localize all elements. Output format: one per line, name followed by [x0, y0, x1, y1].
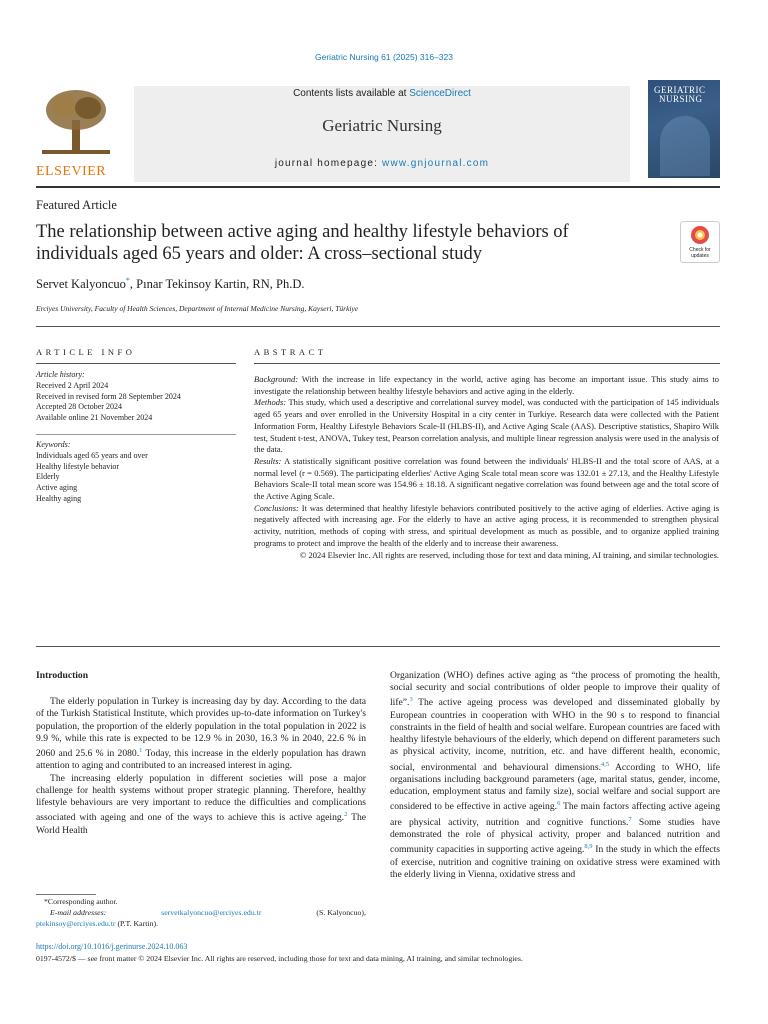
ref-3[interactable]: 3: [409, 696, 413, 704]
authors: [36, 276, 305, 292]
ref-1[interactable]: 1: [139, 747, 143, 755]
intro-p1-text-cont: Today, this increase in the elderly population has drawn attention to aging and contributed to an increased interest in aging.: [36, 748, 366, 772]
cover-title-line1: GERIATRIC: [654, 85, 706, 95]
c2-text-a: Organization (WHO) defines active aging as “the process of promoting the health, social security and social contributions of older people to improve their quality of life”.: [390, 670, 720, 709]
history-item: Accepted 28 October 2024: [36, 402, 122, 412]
affiliation-rule: [36, 326, 720, 327]
abstract-heading: ABSTRACT: [254, 347, 327, 357]
intro-p2-text-cont: The World Health: [36, 812, 366, 836]
abstract-body: [254, 374, 719, 561]
header-rule: [36, 186, 720, 188]
author-1[interactable]: Servet Kalyoncuo: [36, 277, 126, 292]
abstract-methods: [254, 397, 719, 456]
background-text: With the increase in life expectancy in the world, active aging has become an important issue. This study aims to investigate the relationship between healthy lifestyle behaviors and active aging in the elderly.: [254, 374, 719, 396]
abstract-end-rule: [36, 646, 720, 647]
abstract-results: [254, 456, 719, 503]
ref-8-9[interactable]: 8,9: [584, 843, 593, 851]
keyword-item: Active aging: [36, 483, 78, 493]
ref-6[interactable]: 6: [557, 800, 561, 808]
intro-column-1: [36, 670, 366, 837]
footnote: [36, 896, 366, 929]
ref-2[interactable]: 2: [344, 811, 348, 819]
intro-column-2: [390, 670, 720, 881]
email-label: E-mail addresses:: [50, 908, 107, 917]
conclusions-label: Conclusions:: [254, 502, 299, 513]
email-1-name: (S. Kalyoncuo),: [316, 908, 366, 917]
article-info-rule: [36, 363, 236, 364]
keyword-item: Healthy aging: [36, 493, 82, 503]
methods-label: Methods:: [254, 397, 287, 408]
corresponding-author-note: *Corresponding author.: [44, 897, 118, 906]
homepage-prefix: journal homepage:: [274, 158, 383, 169]
ref-4-5[interactable]: 4,5: [600, 760, 610, 768]
footnote-rule: [36, 894, 96, 895]
methods-text: This study, which used a descriptive and correlational survey model, was conducted with the participation of 145 individuals aged 65 years and over enrolled in the University Hospital in a city center in Turkiye. Research data were collected with the Patient Information Form, Healthy Lifestyle Behaviors Scale-II (HLBS-II), and Active Aging Scale (AAS). Descriptive statistics, Shapiro Wilk test, Student t-test, ANOVA, Tukey test, Pearson correlation analysis, and multiple linear regression analysis were used in the analysis of the data.: [254, 397, 719, 455]
journal-citation[interactable]: Geriatric Nursing 61 (2025) 316–323: [315, 52, 453, 62]
abstract-background: [254, 374, 719, 397]
affiliation: Erciyes University, Faculty of Health Sciences, Department of Internal Medicine Nursing, Kayseri, Türkiye: [36, 304, 359, 313]
sciencedirect-link[interactable]: ScienceDirect: [409, 88, 471, 99]
history-rule: [36, 434, 236, 435]
corresponding-mark[interactable]: *: [125, 276, 130, 285]
cover-title-line2: NURSING: [659, 94, 703, 104]
intro-p2-text: The increasing elderly population in different societies will pose a major challenge for health systems without proper strategic planning. Therefore, healthy lifestyle behaviours are very important to reduce the difficulties and complications associated with ageing and one of the ways to achieve this is active ageing.: [36, 772, 366, 824]
contents-prefix: Contents lists available at: [293, 88, 410, 99]
history-label: Article history:: [36, 370, 85, 379]
c2-text-f: In the study in which the effects of exercise, nutrition and cognitive training on oxidative stress were examined with the elderly living in Vienna, oxidative stress and: [390, 844, 720, 880]
keywords: [36, 440, 241, 505]
homepage-line: [134, 158, 630, 169]
intro-heading: Introduction: [36, 670, 89, 681]
journal-name: Geriatric Nursing: [322, 116, 442, 135]
elsevier-tree-icon: [36, 86, 116, 158]
check-for-updates-badge[interactable]: [680, 221, 720, 263]
email-2-link[interactable]: ptekinsoy@erciyes.edu.tr: [36, 919, 116, 928]
badge-label: Check for updates: [689, 247, 711, 259]
abstract-rule: [254, 363, 720, 364]
keyword-item: Elderly: [36, 472, 60, 482]
contents-line: [134, 88, 630, 99]
keyword-item: Healthy lifestyle behavior: [36, 461, 120, 471]
conclusions-text: It was determined that healthy lifestyle behaviors contributed positively to the active aging of elderlies. Active aging is negatively affected with increasing age. For the elderly to have an active aging process, it is recommended to strengthen physical activity, nutrition, methods of coping with stress, and spiritual development as much as possible, and to organize applied training programs to protect and improve the health of the elderly and to increase their awareness.: [254, 502, 719, 548]
intro-paragraph-2: [36, 773, 366, 837]
ref-7[interactable]: 7: [628, 815, 632, 823]
email-2-name: (P.T. Kartin).: [117, 919, 159, 928]
history-item: Received 2 April 2024: [36, 380, 109, 390]
article-info-heading: ARTICLE INFO: [36, 347, 136, 357]
check-updates-icon: [690, 225, 710, 245]
article-history: [36, 370, 241, 424]
abstract-copyright: © 2024 Elsevier Inc. All rights are reserved, including those for text and data mining, AI training, and similar technologies.: [299, 549, 719, 560]
intro-paragraph-2-continued: [390, 670, 720, 881]
c2-text-d: The main factors affecting active ageing are physical activity, nutrition and cognitive functions.: [390, 801, 720, 828]
elsevier-logo: [36, 86, 116, 178]
abstract-conclusions: [254, 503, 719, 550]
c2-text-c: According to WHO, life organisations including background parameters (age, marital status, gender, income, education, employment status and family size), social welfare and social support are considered to be effective in active ageing.: [390, 761, 720, 813]
author-2[interactable]: , Pınar Tekinsoy Kartin, RN, Ph.D.: [129, 277, 305, 292]
intro-p1-text: The elderly population in Turkey is increasing day by day. According to the data of the Turkish Statistical Institute, which provides up-to-date information on Turkey's population, the proportion of the elderly population in the total population in 2022 is 9.9 %, while this rate is expected to be 12.9 % in 2030, 16.3 % in 2040, 22.6 % in 2060 and 25.6 % in 2080.: [36, 696, 366, 760]
history-item: Received in revised form 28 September 2024: [36, 391, 181, 401]
c2-text-b: The active ageing process was developed and disseminated globally by European countries in cooperation with WHO in the 90 s to respond to financial constraints in the field of health and social welfare. European countries are faced with healthy lifestyle behaviours of the elderly, which depend on different parameters such as physical activity, income, nutrition, etc. and have different health, economic, social, environmental and behavioural dimensions.: [390, 697, 720, 773]
article-title: The relationship between active aging and healthy lifestyle behaviors of individuals aged 65 years and older: A cross–sectional study: [36, 222, 569, 264]
publisher-name: ELSEVIER: [36, 164, 107, 179]
issn-line: 0197-4572/$ — see front matter © 2024 Elsevier Inc. All rights are reserved, including those for text and data mining, AI training, and similar technologies.: [36, 954, 523, 963]
doi-link[interactable]: https://doi.org/10.1016/j.gerinurse.2024.10.063: [36, 942, 188, 951]
background-label: Background:: [254, 374, 299, 384]
email-1-link[interactable]: servetkalyoncuo@erciyes.edu.tr: [161, 908, 262, 917]
results-text: A statistically significant positive correlation was found between the individuals' HLBS-II and the total score of AAS, at a normal level (r = 0.569). The participating elderlies' Active Aging Scale total mean score was 132.01 ± 27.13, and the Healthy Lifestyle Behaviors Scale-II total mean score was 154.96 ± 18.18. A significant negative correlation was found between age and the total score of the Active Aging Scale.: [254, 455, 719, 502]
email-line: [36, 907, 366, 918]
article-type: Featured Article: [36, 198, 117, 212]
c2-text-e: Some studies have demonstrated the role of physical activity, proper and balanced nutrition and community capacities in supporting active ageing.: [390, 816, 721, 856]
email-line-2: [36, 918, 366, 929]
keywords-label: Keywords:: [36, 440, 71, 449]
results-label: Results:: [254, 455, 282, 466]
history-item: Available online 21 November 2024: [36, 413, 153, 423]
keyword-item: Individuals aged 65 years and over: [36, 450, 148, 460]
homepage-link[interactable]: www.gnjournal.com: [382, 158, 490, 169]
intro-paragraph-1: [36, 696, 366, 772]
journal-cover[interactable]: [648, 80, 720, 178]
